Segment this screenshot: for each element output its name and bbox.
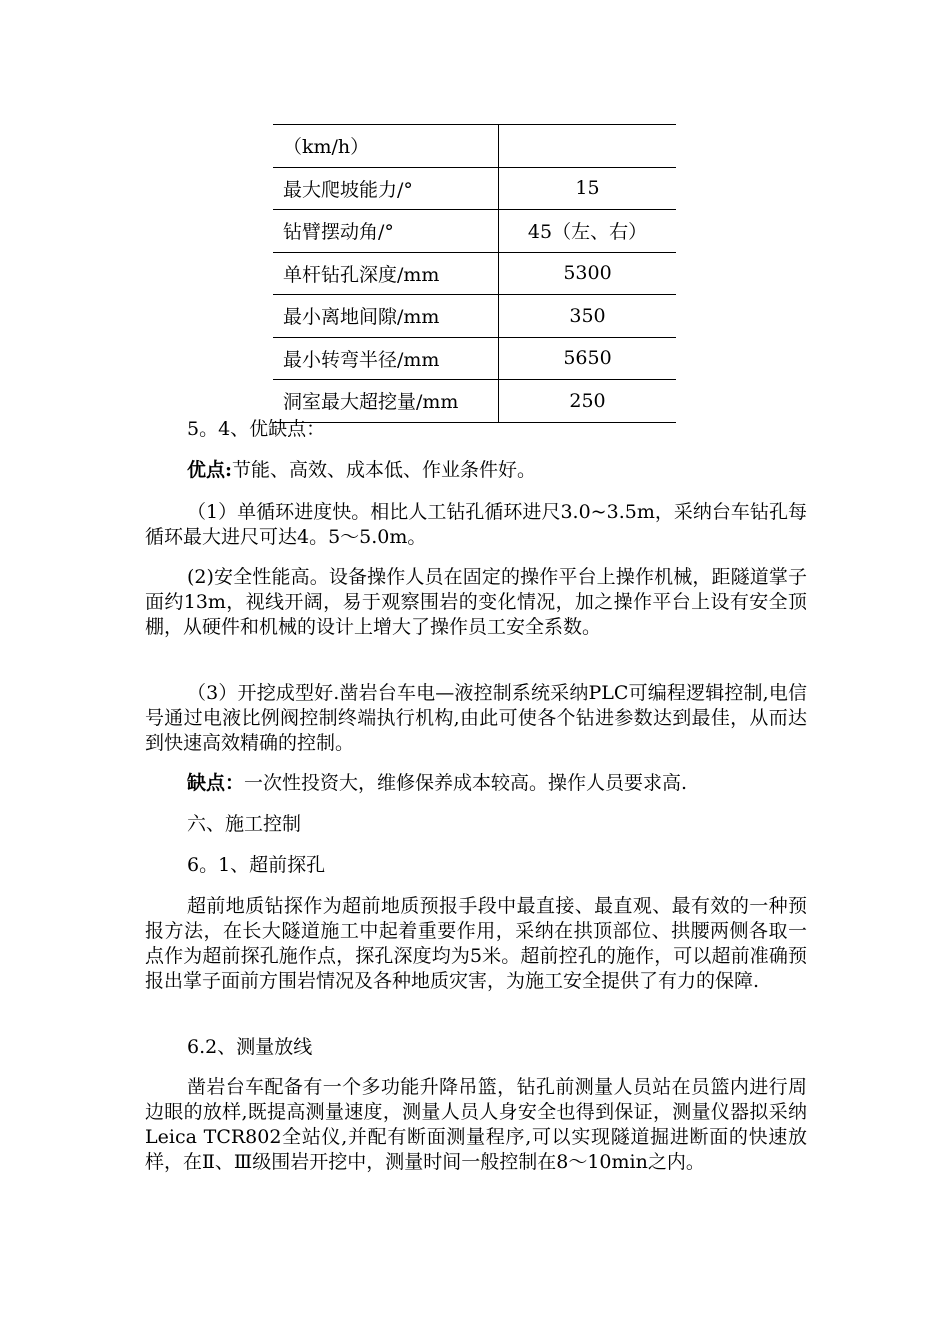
paragraph-p3: （3）开挖成型好.凿岩台车电—液控制系统采纳PLC可编程逻辑控制,电信号通过电液比例阀控制终端执行机构,由此可使各个钻进参数达到最佳，从而达到快速高效精确的控制。 — [145, 682, 807, 754]
section-heading-5-4: 5。4、优缺点： — [187, 418, 326, 440]
section-heading-6-1: 6。1、超前探孔 — [187, 854, 326, 876]
cons-label: 缺点： — [187, 772, 245, 794]
row-value — [499, 125, 677, 168]
section-heading-6: 六、施工控制 — [187, 813, 302, 835]
row-label: 钻臂摆动角/° — [273, 210, 499, 253]
section-heading-6-2: 6.2、测量放线 — [187, 1036, 313, 1058]
row-label: 最小离地间隙/mm — [273, 295, 499, 338]
paragraph-6-2: 凿岩台车配备有一个多功能升降吊篮，钻孔前测量人员站在员篮内进行周边眼的放样,既提高测量速度，测量人员人身安全也得到保证，测量仪器拟采纳Leica TCR802全站仪,并配有断面测量程序,可以实现隧道掘进断面的快速放样，在Ⅱ、Ⅲ级围岩开挖中，测量时间一般控制在8～10min之内。 — [145, 1076, 807, 1173]
row-value: 15 — [499, 167, 677, 210]
paragraph-p1: （1）单循环进度快。相比人工钻孔循环进尺3.0~3.5m，采纳台车钻孔每循环最大进尺可达4。5～5.0m。 — [145, 501, 807, 548]
row-label: 单杆钻孔深度/mm — [273, 252, 499, 295]
pros-text: 节能、高效、成本低、作业条件好。 — [232, 459, 537, 481]
row-label: （km/h） — [273, 125, 499, 168]
row-value: 250 — [499, 380, 677, 423]
row-label: 洞室最大超挖量/mm — [273, 380, 499, 423]
pros-line — [187, 458, 536, 483]
paragraph-6-1: 超前地质钻探作为超前地质预报手段中最直接、最直观、最有效的一种预报方法，在长大隧道施工中起着重要作用，采纳在拱顶部位、拱腰两侧各取一点作为超前探孔施作点，探孔深度均为5米。超前控孔的施作，可以超前准确预报出掌子面前方围岩情况及各种地质灾害，为施工安全提供了有力的保障. — [145, 895, 807, 992]
pros-label: 优点: — [187, 459, 233, 481]
row-value: 45（左、右） — [499, 210, 677, 253]
table-row — [273, 380, 676, 423]
table-row — [273, 125, 676, 168]
row-value: 5650 — [499, 337, 677, 380]
paragraph-p2: (2)安全性能高。设备操作人员在固定的操作平台上操作机械，距隧道掌子面约13m，视线开阔，易于观察围岩的变化情况，加之操作平台上设有安全顶棚，从硬件和机械的设计上增大了操作员工安全系数。 — [145, 566, 807, 638]
table-row — [273, 337, 676, 380]
table-row — [273, 252, 676, 295]
table-row — [273, 210, 676, 253]
cons-line — [187, 771, 687, 796]
row-value: 5300 — [499, 252, 677, 295]
row-label: 最大爬坡能力/° — [273, 167, 499, 210]
spec-table — [273, 124, 676, 423]
cons-text: 一次性投资大，维修保养成本较高。操作人员要求高. — [244, 772, 688, 794]
table-row — [273, 295, 676, 338]
row-value: 350 — [499, 295, 677, 338]
table-row — [273, 167, 676, 210]
row-label: 最小转弯半径/mm — [273, 337, 499, 380]
